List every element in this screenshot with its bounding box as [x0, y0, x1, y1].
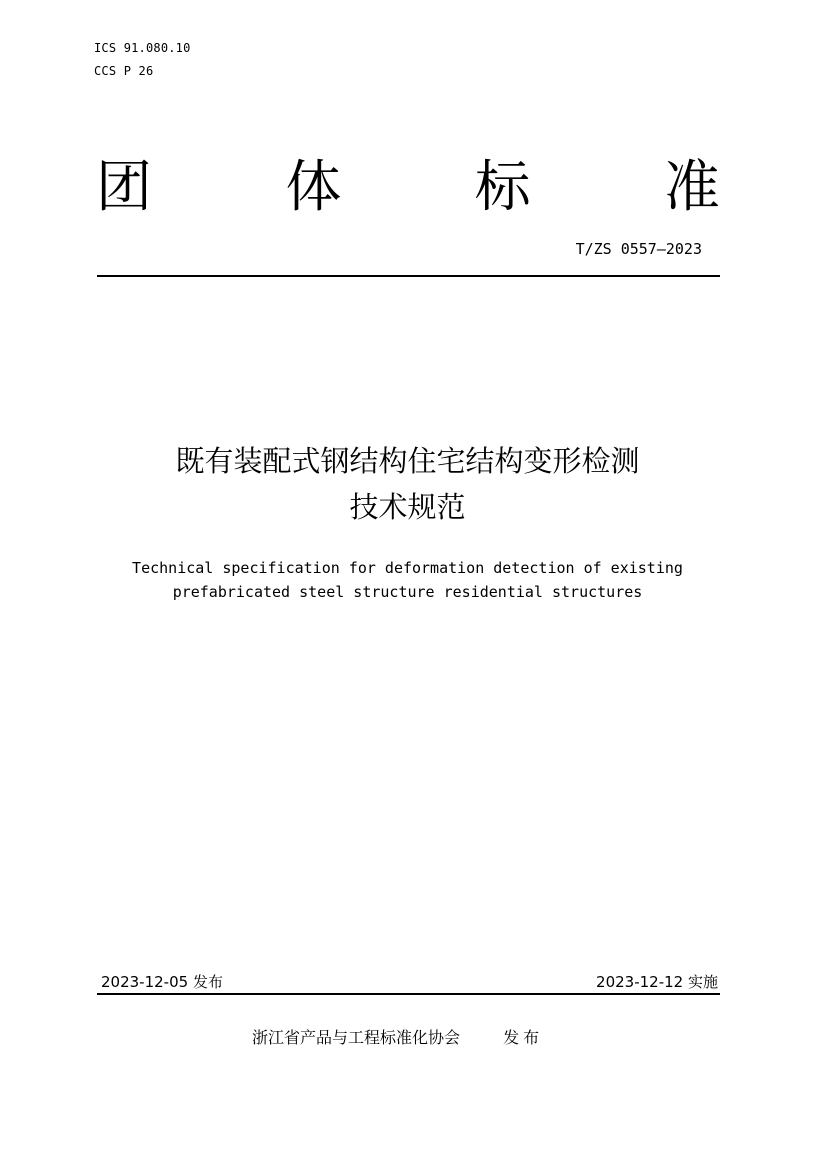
document-type-heading	[96, 150, 720, 226]
publisher-organization: 浙江省产品与工程标准化协会	[252, 1028, 461, 1047]
document-type-char-2: 体	[285, 155, 342, 220]
document-type-char-3: 标	[474, 155, 531, 220]
chinese-title	[60, 438, 755, 530]
ics-code: ICS 91.080.10	[94, 41, 191, 55]
ccs-code: CCS P 26	[94, 64, 154, 78]
chinese-title-line-2: 技术规范	[349, 490, 466, 524]
bottom-divider	[97, 993, 720, 995]
publisher-line	[252, 1027, 543, 1049]
english-title	[60, 556, 755, 604]
chinese-title-line-1: 既有装配式钢结构住宅结构变形检测	[175, 444, 640, 478]
publisher-action: 发布	[503, 1028, 544, 1047]
publish-date: 2023-12-05 发布	[101, 973, 223, 991]
english-title-line-2: prefabricated steel structure residential structures	[172, 583, 643, 601]
standard-number: T/ZS 0557—2023	[575, 240, 702, 258]
top-divider	[97, 275, 720, 277]
english-title-line-1: Technical specification for deformation detection of existing	[132, 559, 683, 577]
document-type-char-4: 准	[663, 155, 720, 220]
implementation-date: 2023-12-12 实施	[596, 973, 718, 991]
document-type-char-1: 团	[96, 155, 152, 220]
